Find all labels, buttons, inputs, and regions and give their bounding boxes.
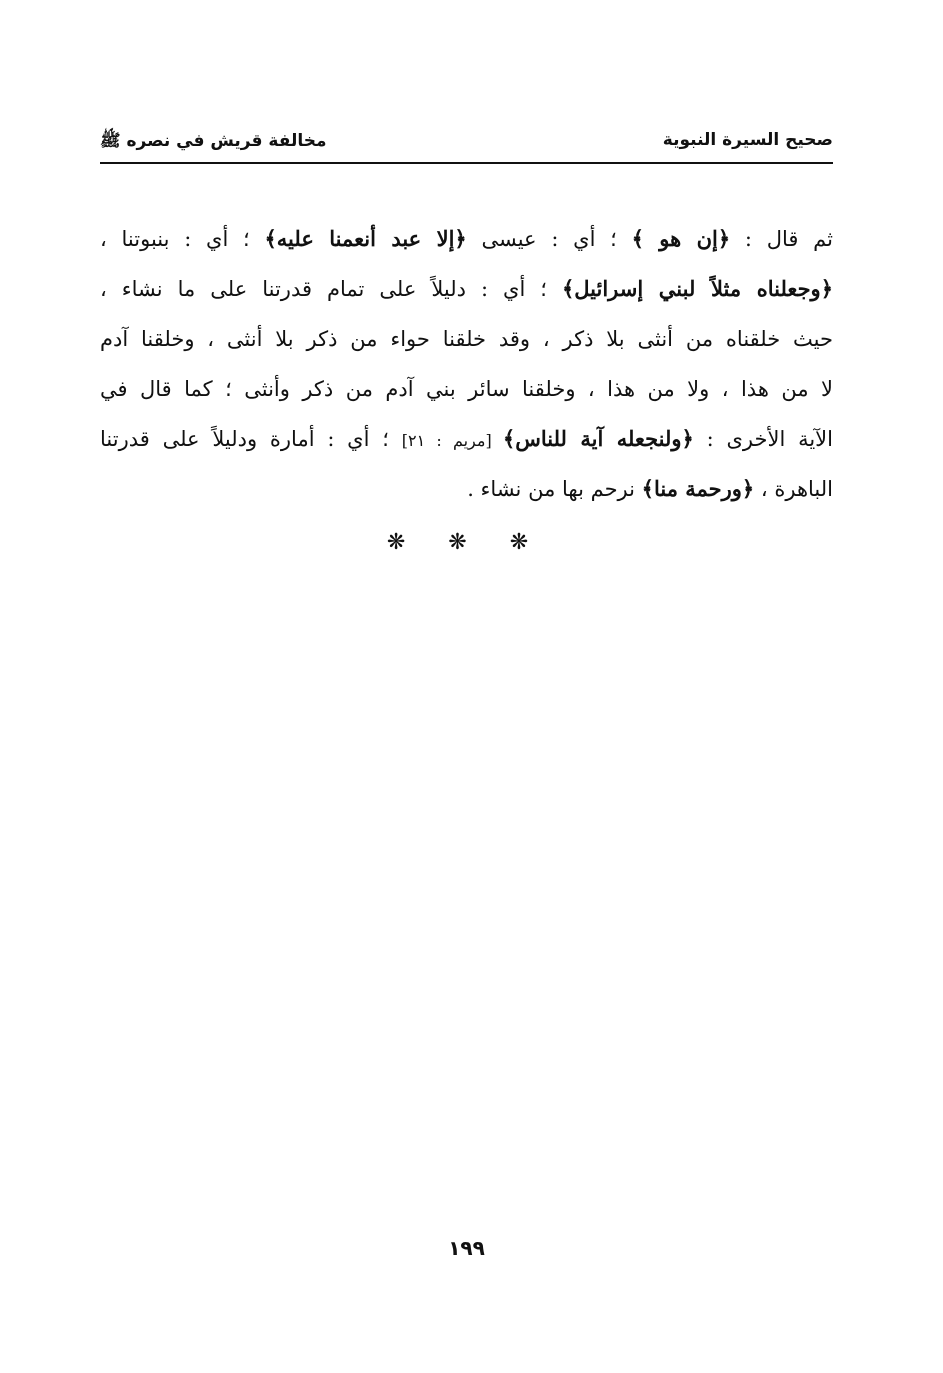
text-span: نرحم بها من نشاء . <box>467 477 642 501</box>
text-span: ثم قال : <box>730 227 833 251</box>
text-span: ؛ أي : دليلاً على تمام قدرتنا على ما نشاء ، <box>100 277 562 301</box>
text-line-6 <box>100 464 833 514</box>
text-span: ؛ أي : أمارة ودليلاً على قدرتنا <box>100 427 402 451</box>
main-text <box>100 214 833 514</box>
text-span: الباهرة ، <box>754 477 833 501</box>
text-span: الآية الأخرى : <box>693 427 833 451</box>
page-header <box>100 126 833 162</box>
quran-quote: ﴿ورحمة منا﴾ <box>641 476 755 501</box>
verse-reference: [مريم : ٢١] <box>401 431 503 450</box>
quran-quote: ﴿ولنجعله آية للناس﴾ <box>502 426 694 451</box>
text-span: ؛ أي : عيسى <box>466 227 632 251</box>
text-line-5 <box>100 414 833 464</box>
header-rule <box>100 162 833 164</box>
quran-quote: ﴿وجعلناه مثلاً لبني إسرائيل﴾ <box>561 276 833 301</box>
text-line-2 <box>100 264 833 314</box>
quran-quote: ﴿إلا عبد أنعمنا عليه﴾ <box>264 226 467 251</box>
quran-quote: ﴿إن هو ﴾ <box>631 226 731 251</box>
section-divider-asterisks: ❋ ❋ ❋ <box>386 530 547 555</box>
text-line-4: لا من هذا ، ولا من هذا ، وخلقنا سائر بني آدم من ذكر وأنثى ؛ كما قال في <box>100 377 833 401</box>
text-line-1 <box>100 214 833 264</box>
text-span: ؛ أي : بنبوتنا ، <box>100 227 265 251</box>
running-head-book-title: صحيح السيرة النبوية <box>662 130 833 150</box>
page-number: ١٩٩ <box>448 1236 485 1260</box>
text-line-3: حيث خلقناه من أنثى بلا ذكر ، وقد خلقنا حواء من ذكر بلا أنثى ، وخلقنا آدم <box>100 327 833 351</box>
running-head-chapter-title: مخالفة قريش في نصره ﷺ <box>100 131 327 151</box>
